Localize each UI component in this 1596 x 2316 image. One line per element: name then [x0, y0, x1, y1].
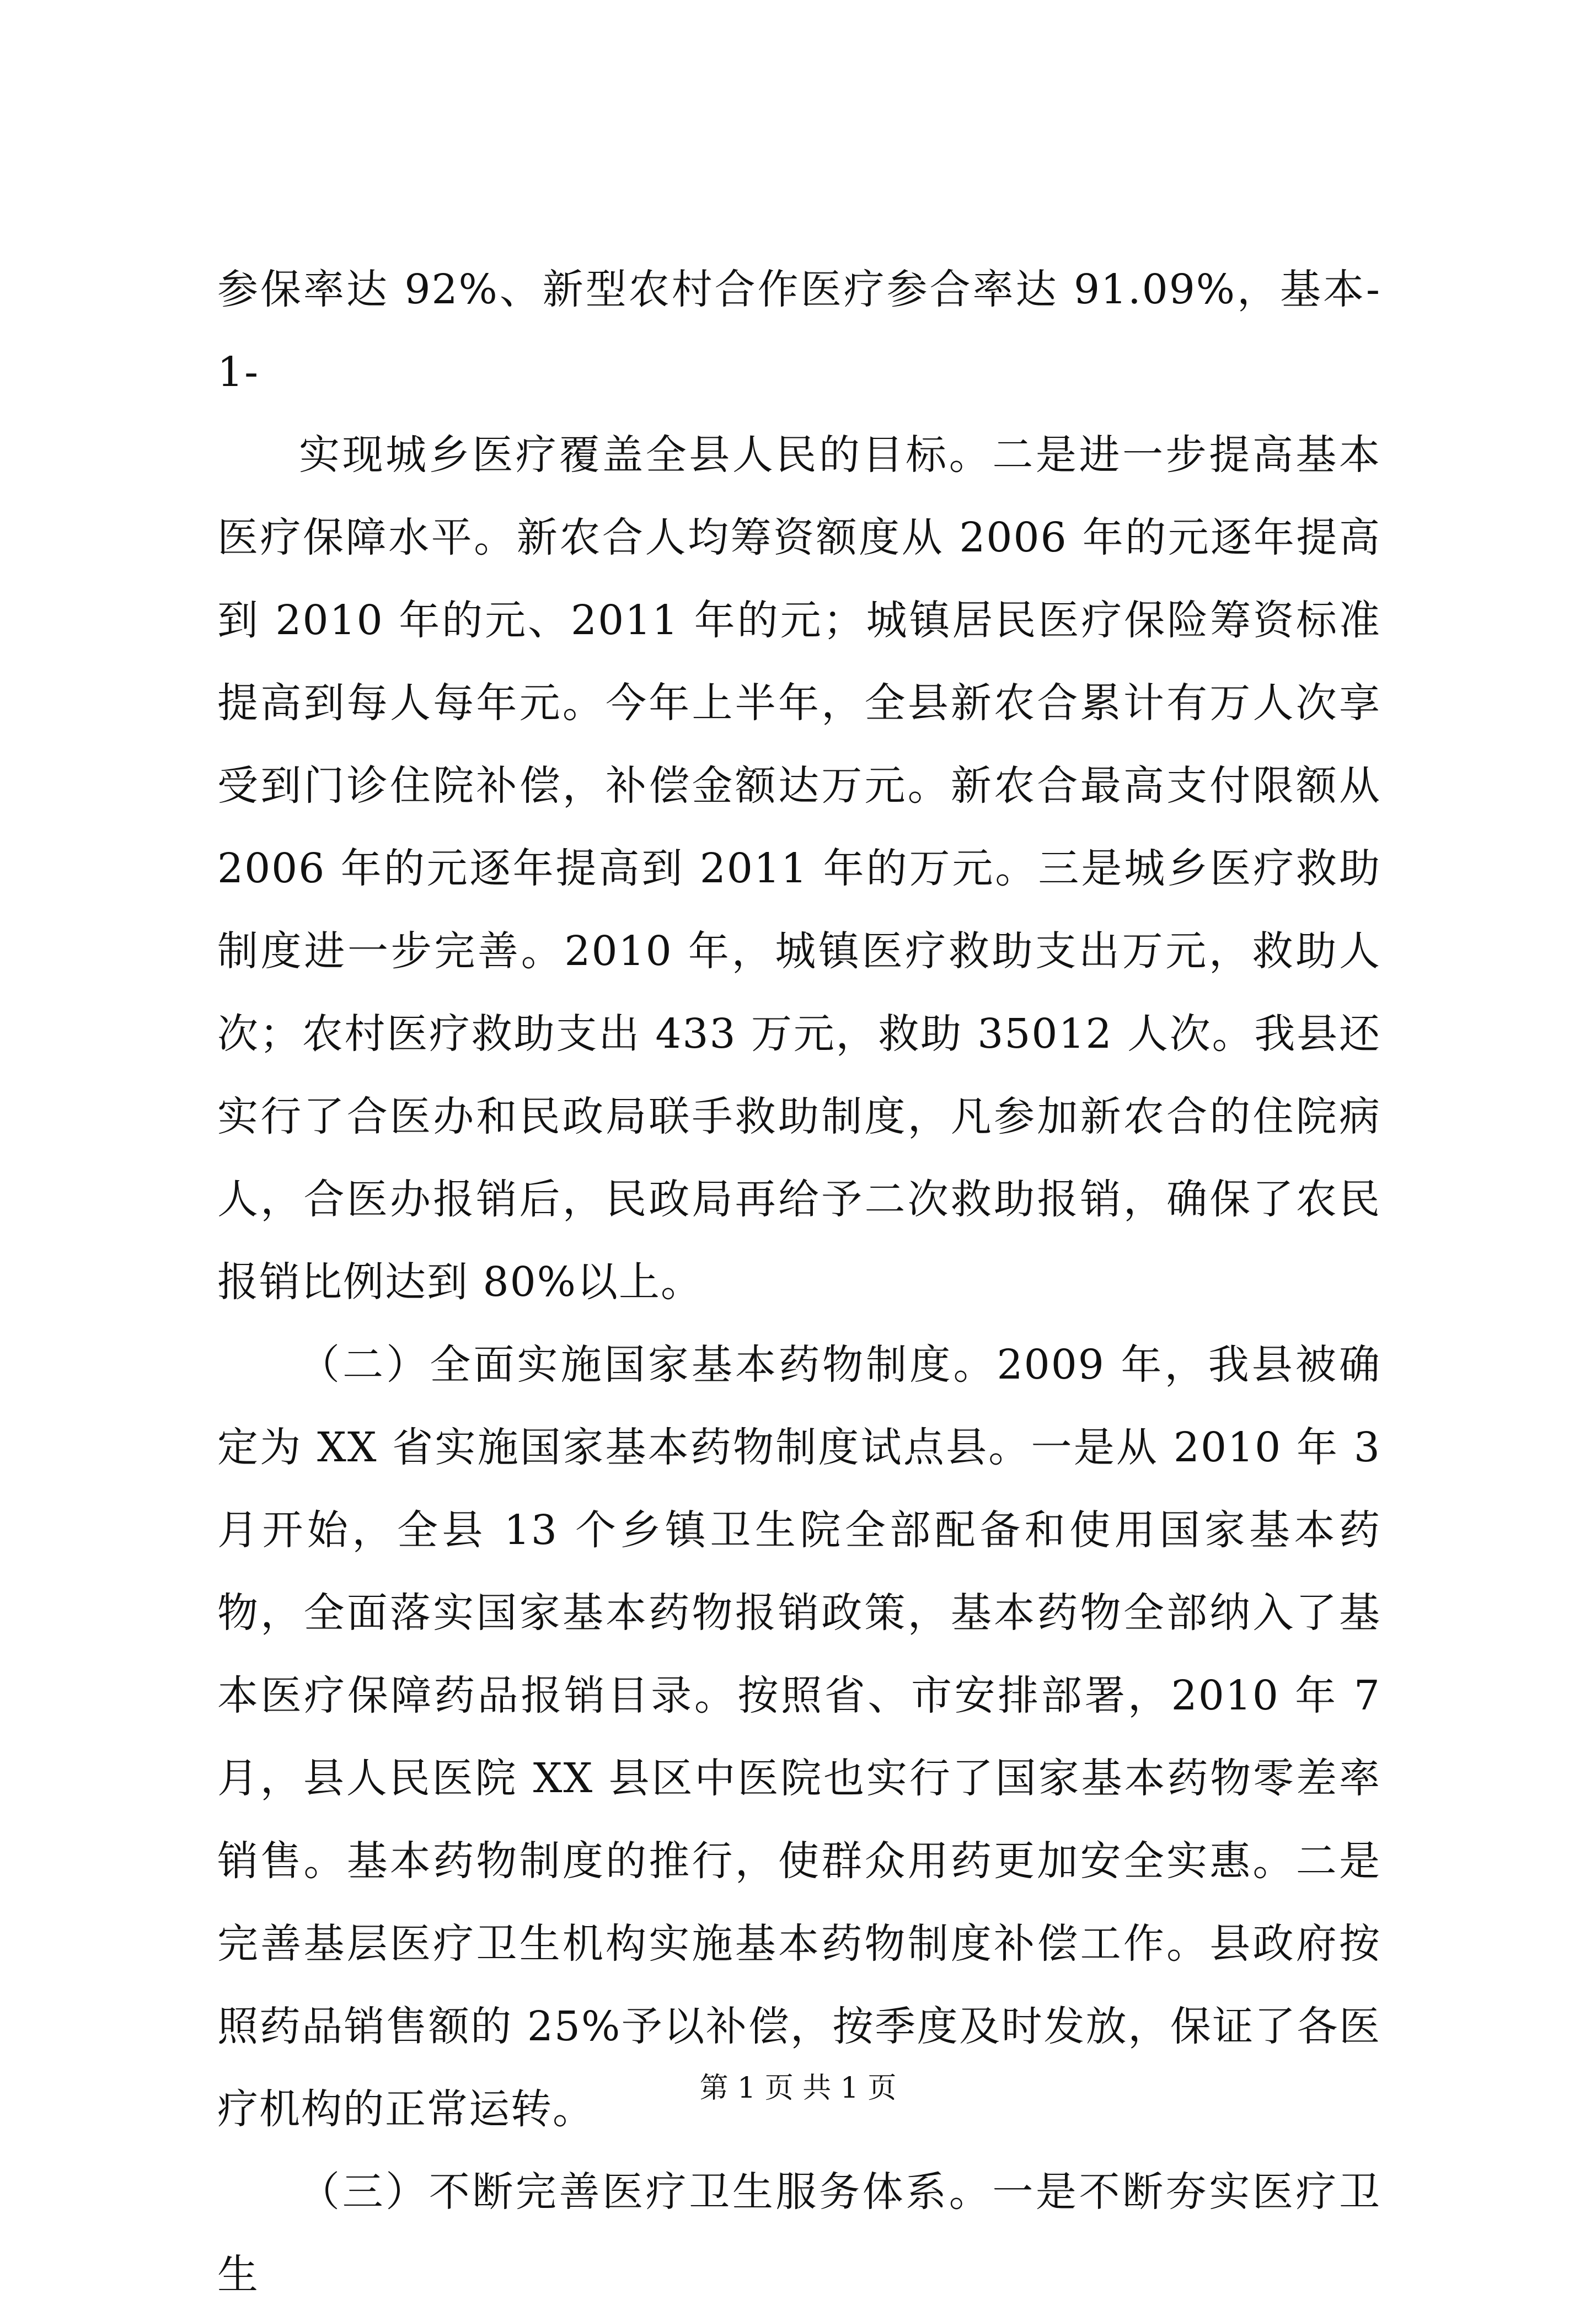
paragraph-continuation: 参保率达 92%、新型农村合作医疗参合率达 91.09%，基本-1-	[217, 266, 1381, 396]
paragraph-service-system: （三）不断完善医疗卫生服务体系。一是不断夯实医疗卫生	[217, 2168, 1381, 2298]
paragraph-essential-medicines: （二）全面实施国家基本药物制度。2009 年，我县被确定为 XX 省实施国家基本药物制度试点县。一是从 2010 年 3 月开始，全县 13 个乡镇卫生院全部配备和使用国家基本药物，全面落实国家基本药物报销政策，基本药物全部纳入了基本医疗保障药品报销目录。按照省、市安排部署，2010 年 7 月，县人民医院 XX 县区中医院也实行了国家基本药物零差率销售。基本药物制度的推行，使群众用药更加安全实惠。二是完善基层医疗卫生机构实施基本药物制度补偿工作。县政府按照药品销售额的 25%予以补偿，按季度及时发放，保证了各医疗机构的正常运转。	[217, 1341, 1381, 2133]
page-number-footer: 第 1 页 共 1 页	[699, 2072, 897, 2105]
paragraph-medical-coverage: 实现城乡医疗覆盖全县人民的目标。二是进一步提高基本医疗保障水平。新农合人均筹资额度从 2006 年的元逐年提高到 2010 年的元、2011 年的元；城镇居民医疗保险筹资标准提高到每人每年元。今年上半年，全县新农合累计有万人次享受到门诊住院补偿，补偿金额达万元。新农合最高支付限额从 2006 年的元逐年提高到 2011 年的万元。三是城乡医疗救助制度进一步完善。2010 年，城镇医疗救助支出万元，救助人次；农村医疗救助支出 433 万元，救助 35012 人次。我县还实行了合医办和民政局联手救助制度，凡参加新农合的住院病人，合医办报销后，民政局再给予二次救助报销，确保了农民报销比例达到 80%以上。	[217, 431, 1381, 1306]
document-body	[217, 248, 1381, 2316]
